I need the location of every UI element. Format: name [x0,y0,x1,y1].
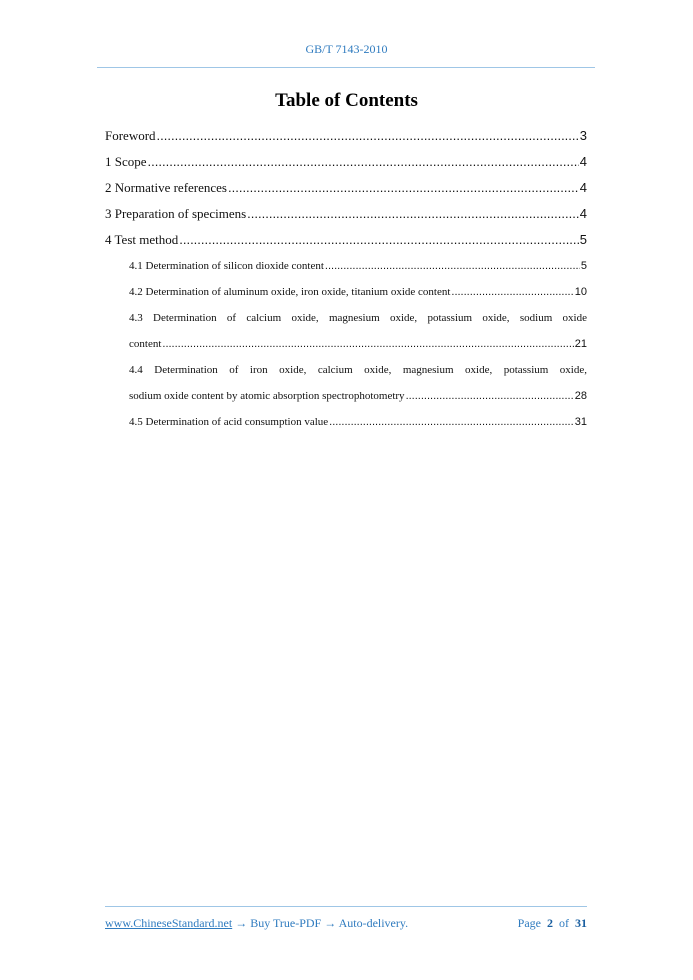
page-of-label: of [559,916,569,930]
document-code: GB/T 7143-2010 [305,42,388,56]
table-of-contents [105,126,587,438]
toc-page-number: 3 [579,128,587,143]
page-footer [105,916,587,931]
promo-text: → Buy True-PDF → Auto-delivery. [232,916,409,930]
dot-leader [162,334,573,354]
toc-entry-label: sodium oxide content by atomic absorption spectrophotometry [129,390,405,402]
toc-entry-label: 4 Test method [105,232,179,247]
toc-entry-label: content [129,338,162,350]
toc-entry-label: 3 Preparation of specimens [105,206,247,221]
toc-entry-4-2[interactable] [105,282,587,308]
toc-entry-test-method[interactable] [105,230,587,256]
dot-leader [406,386,574,406]
toc-page-number: 28 [574,390,587,402]
toc-entry-preparation[interactable] [105,204,587,230]
dot-leader [329,412,574,432]
toc-page-number: 31 [574,416,587,428]
toc-entry-4-1[interactable] [105,256,587,282]
toc-entry-label: 2 Normative references [105,180,227,195]
toc-entry-4-3[interactable] [105,308,587,360]
total-pages: 31 [575,916,587,930]
toc-page-number: 10 [574,286,587,298]
running-header [0,42,693,57]
toc-entry-4-4[interactable] [105,360,587,412]
dot-leader [157,126,579,146]
website-link[interactable]: www.ChineseStandard.net [105,916,233,930]
header-divider [97,67,595,68]
toc-page-number: 5 [579,232,587,247]
toc-entry-normative-references[interactable] [105,178,587,204]
toc-entry-label: 1 Scope [105,154,147,169]
dot-leader [148,152,579,172]
page-indicator [518,916,587,931]
dot-leader [247,204,579,224]
toc-entry-scope[interactable] [105,152,587,178]
current-page: 2 [547,916,553,930]
toc-page-number: 4 [579,180,587,195]
toc-page-number: 21 [574,338,587,350]
dot-leader [451,282,573,302]
footer-divider [105,906,587,907]
dot-leader [325,256,580,276]
toc-entry-label: 4.5 Determination of acid consumption value [129,416,329,428]
dot-leader [179,230,579,250]
toc-page-number: 4 [579,206,587,221]
toc-entry-label: 4.1 Determination of silicon dioxide content [129,260,324,272]
page-label: Page [517,916,541,930]
dot-leader [228,178,579,198]
toc-entry-label-line1: 4.4 Determination of iron oxide, calcium oxide, magnesium oxide, potassium oxide, [129,364,587,376]
toc-page-number: 4 [579,154,587,169]
toc-entry-foreword[interactable] [105,126,587,152]
toc-entry-label: 4.2 Determination of aluminum oxide, iron oxide, titanium oxide content [129,286,451,298]
toc-entry-4-5[interactable] [105,412,587,438]
toc-entry-label: Foreword [105,128,156,143]
toc-entry-label-line1: 4.3 Determination of calcium oxide, magnesium oxide, potassium oxide, sodium oxide [129,312,587,324]
footer-promo [105,916,408,931]
toc-page-number: 5 [580,260,587,272]
page-title: Table of Contents [275,90,418,111]
